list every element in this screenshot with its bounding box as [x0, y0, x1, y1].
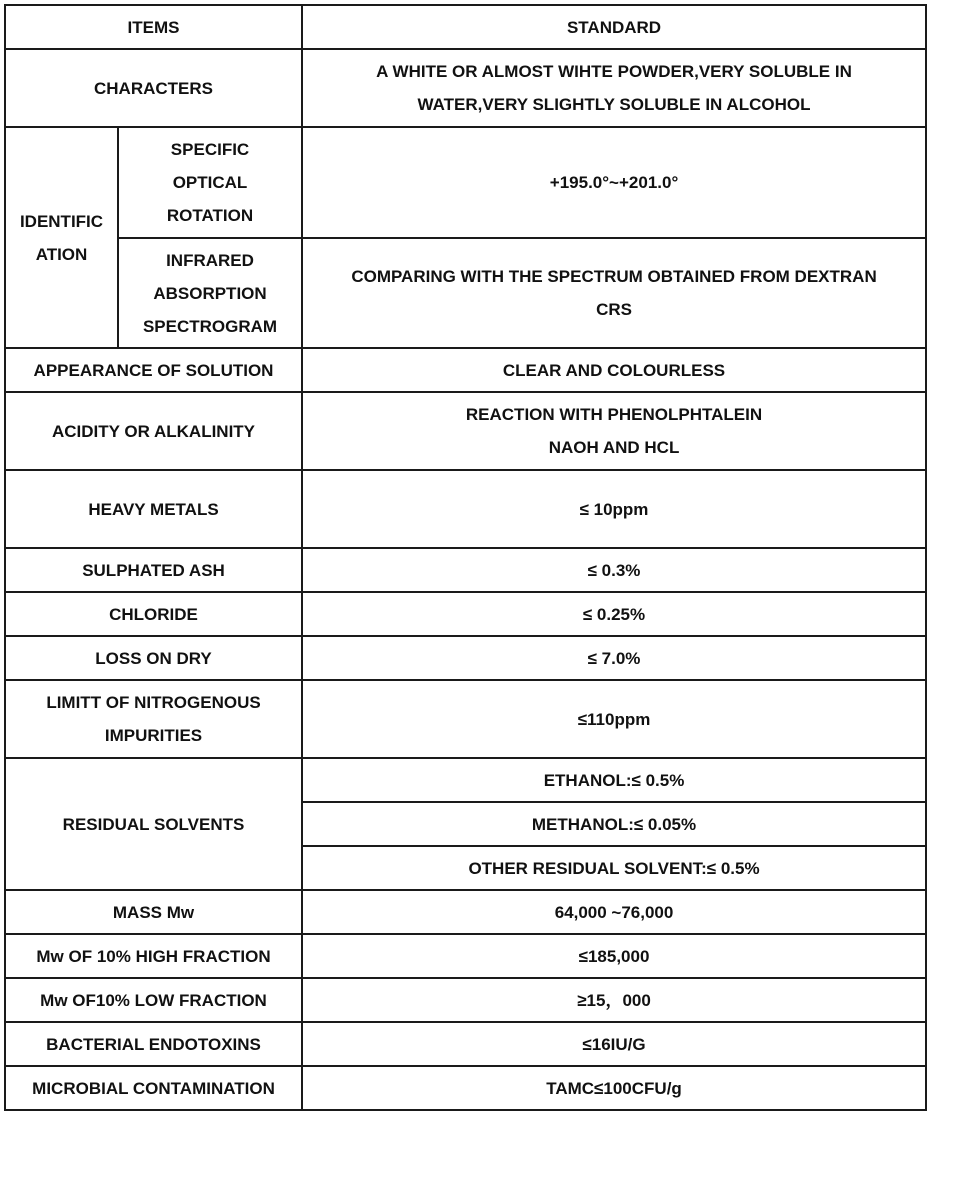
table-row — [5, 238, 926, 348]
standard-appearance-of-solution: CLEAR AND COLOURLESS — [302, 348, 926, 392]
standard-specific-optical-rotation: +195.0°~+201.0° — [302, 127, 926, 238]
table-row — [5, 978, 926, 1022]
nitrogenous-line2: IMPURITIES — [104, 726, 203, 745]
standard-heavy-metals: ≤ 10ppm — [302, 470, 926, 548]
item-mass-mw: MASS Mw — [5, 890, 302, 934]
table-row — [5, 127, 926, 238]
rotation-line3: ROTATION — [166, 206, 254, 225]
standard-nitrogenous-impurities: ≤110ppm — [302, 680, 926, 758]
standard-chloride: ≤ 0.25% — [302, 592, 926, 636]
item-bacterial-endotoxins: BACTERIAL ENDOTOXINS — [5, 1022, 302, 1066]
standard-infrared-absorption — [302, 238, 926, 348]
standard-ethanol: ETHANOL:≤ 0.5% — [302, 758, 926, 802]
standard-loss-on-dry: ≤ 7.0% — [302, 636, 926, 680]
infrared-line1: INFRARED — [166, 250, 254, 270]
item-residual-solvents: RESIDUAL SOLVENTS — [5, 758, 302, 890]
standard-methanol: METHANOL:≤ 0.05% — [302, 802, 926, 846]
standard-header: STANDARD — [302, 5, 926, 49]
identification-line1: IDENTIFIC — [19, 211, 104, 231]
table-row — [5, 348, 926, 392]
item-appearance-of-solution: APPEARANCE OF SOLUTION — [5, 348, 302, 392]
item-sulphated-ash: SULPHATED ASH — [5, 548, 302, 592]
standard-characters-line1: A WHITE OR ALMOST WIHTE POWDER,VERY SOLUBLE IN — [376, 62, 852, 81]
table-row — [5, 49, 926, 127]
item-characters: CHARACTERS — [5, 49, 302, 127]
table-row — [5, 758, 926, 802]
nitrogenous-line1: LIMITT OF NITROGENOUS — [46, 693, 261, 712]
standard-mw-low-fraction: ≥15，000 — [302, 978, 926, 1022]
table-row — [5, 392, 926, 470]
table-row — [5, 890, 926, 934]
rotation-line2: OPTICAL — [172, 173, 248, 192]
infrared-standard-line2: CRS — [596, 300, 632, 319]
subitem-infrared-absorption — [118, 238, 302, 348]
item-identification — [5, 127, 118, 348]
acidity-line2: NAOH AND HCL — [548, 438, 680, 457]
table-row — [5, 1066, 926, 1110]
table-row — [5, 1022, 926, 1066]
table-row — [5, 5, 926, 49]
item-heavy-metals: HEAVY METALS — [5, 470, 302, 548]
standard-acidity-or-alkalinity — [302, 392, 926, 470]
infrared-line2: ABSORPTION — [153, 283, 267, 303]
item-acidity-or-alkalinity: ACIDITY OR ALKALINITY — [5, 392, 302, 470]
item-mw-low-fraction: Mw OF10% LOW FRACTION — [5, 978, 302, 1022]
table-row — [5, 680, 926, 758]
standard-bacterial-endotoxins: ≤16IU/G — [302, 1022, 926, 1066]
standard-microbial-contamination: TAMC≤100CFU/g — [302, 1066, 926, 1110]
rotation-line1: SPECIFIC — [170, 140, 250, 159]
table-row — [5, 592, 926, 636]
identification-line2: ATION — [35, 244, 88, 264]
infrared-standard-line1: COMPARING WITH THE SPECTRUM OBTAINED FROM DEXTRAN — [351, 267, 877, 286]
standard-mw-high-fraction: ≤185,000 — [302, 934, 926, 978]
table-row — [5, 934, 926, 978]
table-row — [5, 470, 926, 548]
item-nitrogenous-impurities — [5, 680, 302, 758]
standard-other-residual-solvent: OTHER RESIDUAL SOLVENT:≤ 0.5% — [302, 846, 926, 890]
item-chloride: CHLORIDE — [5, 592, 302, 636]
items-header: ITEMS — [5, 5, 302, 49]
specification-table — [4, 4, 927, 1111]
subitem-specific-optical-rotation — [118, 127, 302, 238]
standard-mass-mw: 64,000 ~76,000 — [302, 890, 926, 934]
acidity-line1: REACTION WITH PHENOLPHTALEIN — [465, 405, 763, 424]
item-microbial-contamination: MICROBIAL CONTAMINATION — [5, 1066, 302, 1110]
standard-characters — [302, 49, 926, 127]
table-row — [5, 636, 926, 680]
standard-sulphated-ash: ≤ 0.3% — [302, 548, 926, 592]
table-row — [5, 548, 926, 592]
infrared-line3: SPECTROGRAM — [142, 316, 278, 336]
standard-characters-line2: WATER,VERY SLIGHTLY SOLUBLE IN ALCOHOL — [417, 95, 811, 114]
item-mw-high-fraction: Mw OF 10% HIGH FRACTION — [5, 934, 302, 978]
item-loss-on-dry: LOSS ON DRY — [5, 636, 302, 680]
